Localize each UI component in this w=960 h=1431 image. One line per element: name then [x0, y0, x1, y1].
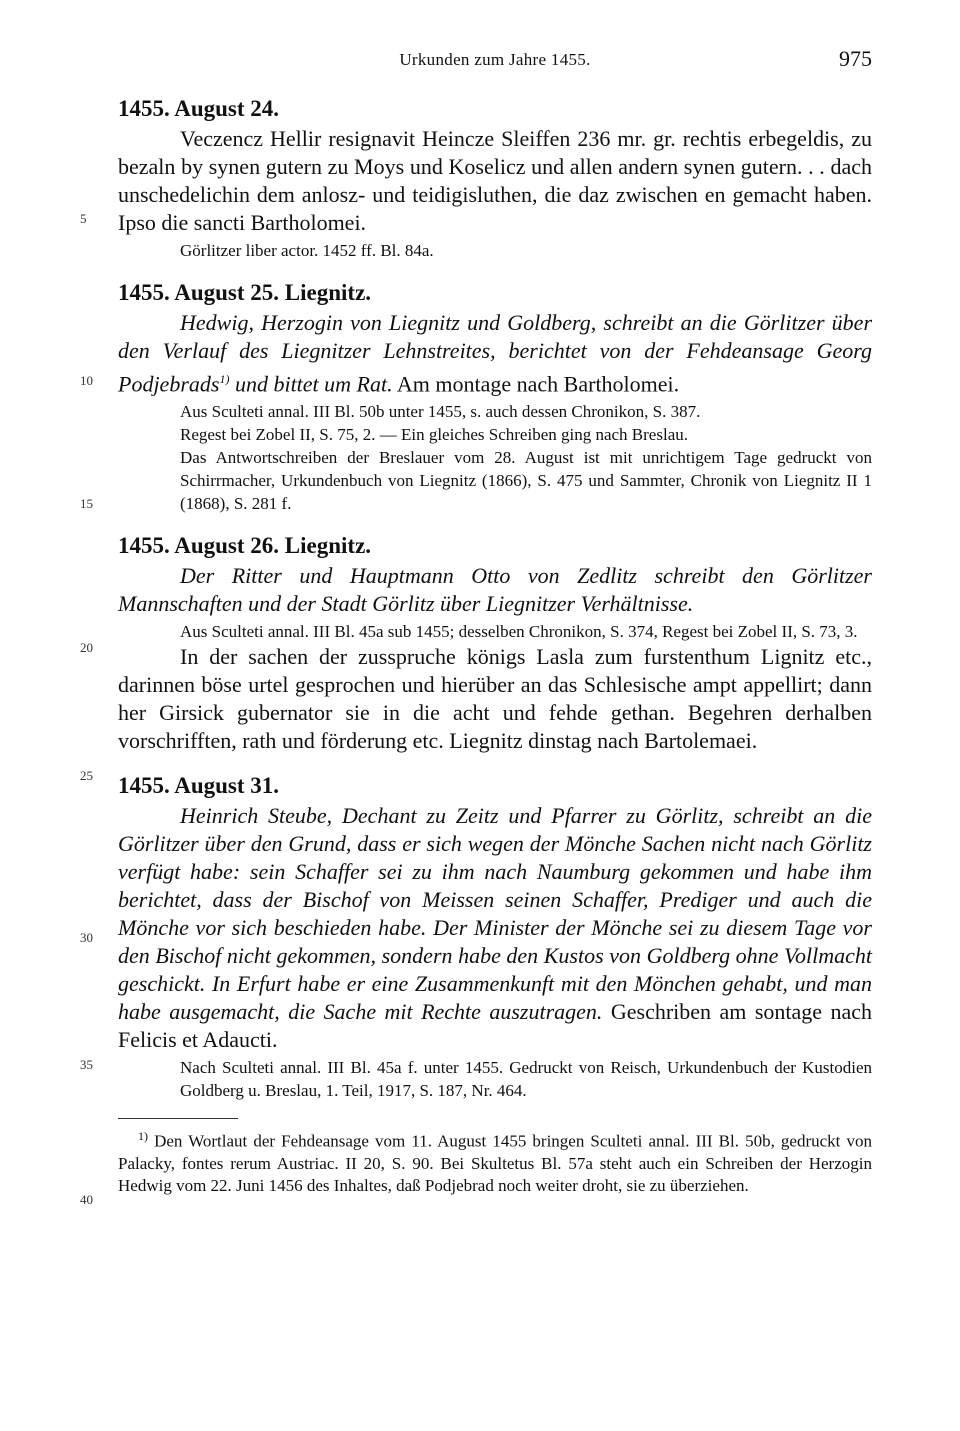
- footnote-rule: [118, 1118, 238, 1119]
- source-note: [180, 1056, 872, 1102]
- source-line: Aus Sculteti annal. III Bl. 45a sub 1455; desselben Chronikon, S. 374, Regest bei Zobel II, S. 73, 3.: [180, 622, 858, 642]
- footnote-marker: 1): [138, 1129, 148, 1144]
- entry-date: 1455. August 24.: [118, 96, 280, 121]
- regest-text: [118, 309, 872, 398]
- line-number: 5: [80, 211, 87, 226]
- line-number: 15: [80, 496, 93, 511]
- document-text: Veczencz Hellir resignavit Heincze Sleiffen 236 mr. gr. rechtis erbegeldis, zu bezaln by synen gutern zu Moys und Koselicz und allen andern synen gutern. . . dach unschedelichin dem anlosz- und teidigisluthen, die daz zwischen en gemacht haben. Ipso die sancti Bartholomei.: [118, 126, 872, 235]
- document-entry: [118, 531, 872, 755]
- entry-date: 1455. August 26. Liegnitz.: [118, 533, 372, 559]
- line-number: 25: [80, 768, 93, 783]
- entry-date: 1455. August 31.: [118, 773, 280, 799]
- running-head: Urkunden zum Jahre 1455.: [399, 50, 591, 69]
- regest-tail: und bittet um Rat.: [229, 371, 393, 397]
- dating-formula: Am montage nach Bartholomei.: [392, 371, 680, 397]
- footnote: [118, 1125, 872, 1197]
- footnote-text: Den Wortlaut der Fehdeansage vom 11. August 1455 bringen Sculteti annal. III Bl. 50b, gedruckt von Palacky, fontes rerum Austriac. II 20, S. 90. Bei Skultetus Bl. 57a steht auch ein Schreiben der Herzogin Hedwig vom 22. Juni 1456 des Inhaltes, daß Podjebrad noch weiter droht, sie zu überziehen.: [118, 1131, 872, 1195]
- document-entry: [118, 278, 872, 515]
- regest-body: Heinrich Steube, Dechant zu Zeitz und Pfarrer zu Görlitz, schreibt an die Görlitzer über den Grund, dass er sich wegen der Mönche Sachen nicht nach Görlitz verfügt habe: sein Schaffer sei zu ihm nach Naumburg gekommen und habe ihm berichtet, dass der Bischof von Meissen seinen Schaffer, Prediger und auch die Mönche vor sich beschieden habe. Der Minister der Mönche sei zu diesem Tage vor den Bischof nicht gekommen, sondern habe den Kustos von Goldberg ohne Vollmacht geschickt. In Erfurt habe er eine Zusammenkunft mit den Mönchen gehabt, und man habe ausgemacht, die Sache mit Rechte auszutragen.: [118, 803, 872, 1025]
- page-header: [118, 46, 872, 78]
- main-text-column: [118, 94, 872, 1197]
- page-number: 975: [839, 46, 872, 71]
- regest-text: [118, 802, 872, 1054]
- entry-date: 1455. August 25. Liegnitz.: [118, 280, 372, 305]
- line-number: 35: [80, 1057, 93, 1072]
- source-note: [180, 400, 872, 515]
- line-number: 10: [80, 373, 93, 388]
- regest-body: Hedwig, Herzogin von Liegnitz und Goldberg, schreibt an die Görlitzer über den Verlauf des Liegnitzer Lehnstreites, berichtet von der Fehdeansage Georg Podjebrads: [118, 310, 872, 397]
- line-number: 40: [80, 1192, 93, 1207]
- document-entry: [118, 771, 872, 1102]
- source-line: Nach Sculteti annal. III Bl. 45a f. unter 1455. Gedruckt von Reisch, Urkundenbuch der Kustodien Goldberg u. Breslau, 1. Teil, 1917, S. 187, Nr. 464.: [180, 1058, 872, 1101]
- document-entry: [118, 94, 872, 262]
- document-text: In der sachen der zusspruche königs Lasla zum furstenthum Lignitz etc., darinnen böse urtel gesprochen und hierüber an das Schlesische ampt appellirt; dann her Girsick gubernator sie in die acht und fehde gethan. Begehren derhalben vorschrifften, rath und förderung etc. Liegnitz dinstag nach Bartolemaei.: [118, 644, 872, 754]
- source-note: [180, 239, 872, 262]
- line-number: 30: [80, 930, 93, 945]
- source-line: Görlitzer liber actor. 1452 ff. Bl. 84a.: [180, 241, 434, 260]
- regest-text: Der Ritter und Hauptmann Otto von Zedlitz schreibt den Görlitzer Mannschaften und der Stadt Görlitz über Liegnitzer Verhältnisse.: [118, 563, 872, 617]
- source-line: Aus Sculteti annal. III Bl. 50b unter 1455, s. auch dessen Chronikon, S. 387.: [180, 402, 701, 422]
- line-number: 20: [80, 640, 93, 655]
- source-note: [180, 620, 872, 643]
- source-line: Das Antwortschreiben der Breslauer vom 28. August ist mit unrichtigem Tage gedruckt von Schirrmacher, Urkundenbuch von Liegnitz (1866), S. 475 und Sammter, Chronik von Liegnitz II 1 (1868), S. 281 f.: [180, 448, 872, 514]
- source-line: Regest bei Zobel II, S. 75, 2. — Ein gleiches Schreiben ging nach Breslau.: [180, 425, 688, 445]
- dating-formula: Geschriben am sontage nach Felicis et Adaucti.: [118, 999, 872, 1053]
- footnote-reference: 1): [219, 372, 230, 386]
